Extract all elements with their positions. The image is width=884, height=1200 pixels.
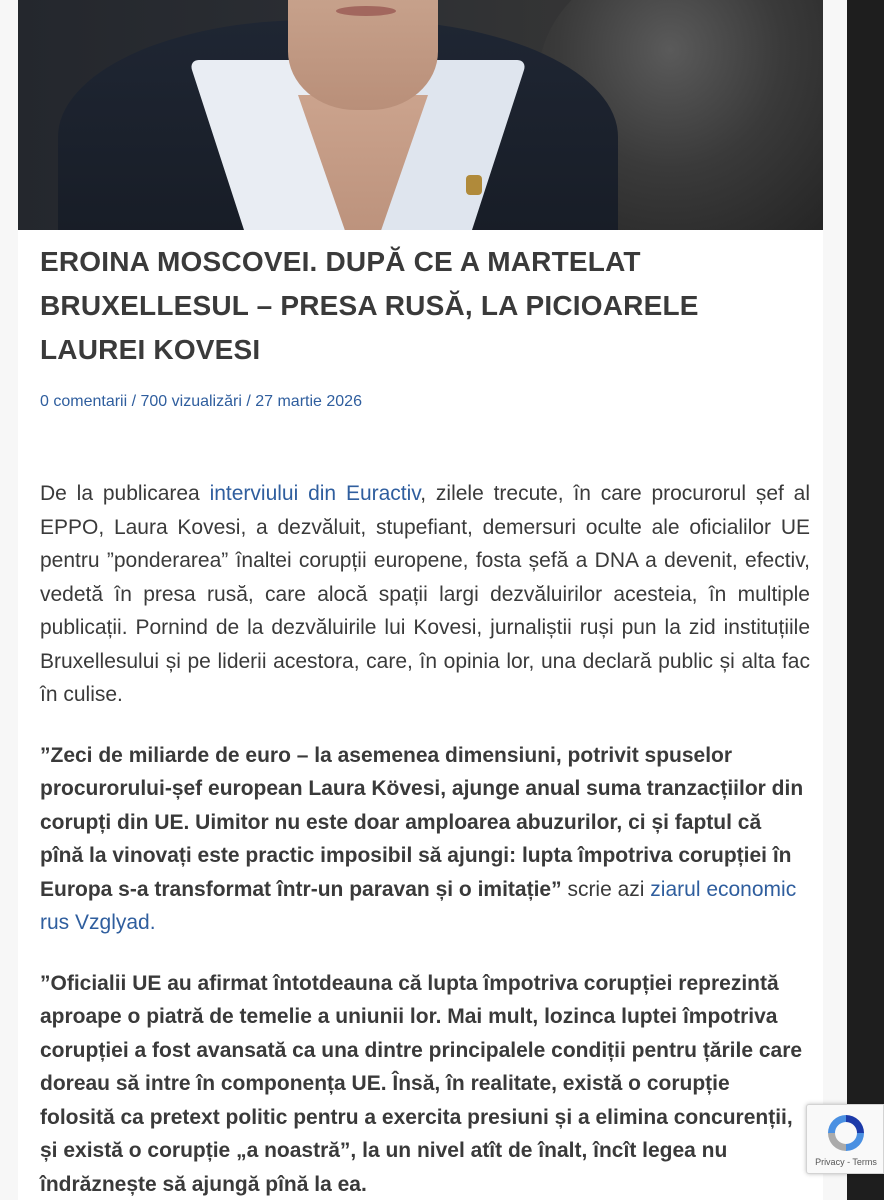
paragraph-intro-lead: De la publicarea	[40, 482, 210, 505]
recaptcha-dash: -	[844, 1157, 853, 1167]
article-body	[40, 240, 810, 1200]
paragraph-eu-officials-quote: ”Oficialii UE au afirmat întotdeauna că lupta împotriva corupției reprezintă aproape o piatră de temelie a uniunii lor. Mai mult, lozinca luptei împotriva corupției a fost avansată ca una dintre principalele condiții pentru țările care doreau să intre în componența UE. Însă, în realitate, există o corupție folosită ca pretext politic pentru a exercita presiuni și a elimina concurenții, și există o corupție „a noastră”, la un nivel atît de înalt, încît legea nu îndrăznește să ajungă pînă la ea.	[40, 971, 803, 1196]
recaptcha-icon	[824, 1111, 868, 1155]
recaptcha-links	[807, 1157, 884, 1167]
right-dark-strip	[844, 0, 884, 1200]
article-meta	[40, 391, 810, 413]
hero-image	[18, 0, 823, 230]
euractiv-interview-link[interactable]: interviului din Euractiv	[209, 482, 421, 505]
paragraph-intro-rest: , zilele trecute, în care procurorul șef al EPPO, Laura Kovesi, a dezvăluit, stupefiant, demersuri oculte ale oficialilor UE pentru ”ponderarea” înaltei corupții europene, fosta șefă a DNA a devenit, efectiv, vedetă în presa rusă, care alocă spații largi dezvăluirilor acesteia, în multiple publicații. Pornind de la dezvăluirile lui Kovesi, jurnaliștii ruși pun la zid instituțiile Bruxellesului și pe liderii acestora, care, în opinia lor, una declară public și alta fac în culise.	[40, 482, 810, 706]
paragraph-vzglyad-quote	[40, 739, 810, 940]
vzglyad-attribution: scrie azi	[561, 877, 651, 901]
publish-date: 27 martie 2026	[255, 393, 362, 410]
terms-link[interactable]: Terms	[852, 1157, 877, 1167]
vzglyad-quote: ”Zeci de miliarde de euro – la asemenea dimensiuni, potrivit spuselor procurorului-șef european Laura Kövesi, ajunge anual suma tranzacțiilor din corupți din UE. Uimitor nu este doar amploarea abuzurilor, ci și faptul că pînă la vinovați este practic imposibil să ajungi: lupta împotriva corupției în Europa s-a transformat într-un paravan și o imitație”	[40, 743, 804, 901]
hero-lips	[336, 6, 396, 16]
paragraph-intro	[40, 477, 810, 712]
vzglyad-link[interactable]: ziarul economic rus Vzglyad.	[40, 877, 797, 934]
meta-separator: /	[241, 393, 256, 410]
hero-face	[288, 0, 438, 110]
privacy-link[interactable]: Privacy	[815, 1157, 845, 1167]
comments-count-link[interactable]: 0 comentarii	[40, 393, 128, 410]
meta-separator: /	[127, 393, 141, 410]
article-title: EROINA MOSCOVEI. DUPĂ CE A MARTELAT BRUXELLESUL – PRESA RUSĂ, LA PICIOARELE LAUREI KOVESI	[40, 246, 699, 365]
hero-lapel-pin	[466, 175, 482, 195]
recaptcha-badge[interactable]	[806, 1104, 884, 1174]
views-count: 700 vizualizări	[140, 393, 242, 410]
article-card	[18, 0, 823, 1200]
